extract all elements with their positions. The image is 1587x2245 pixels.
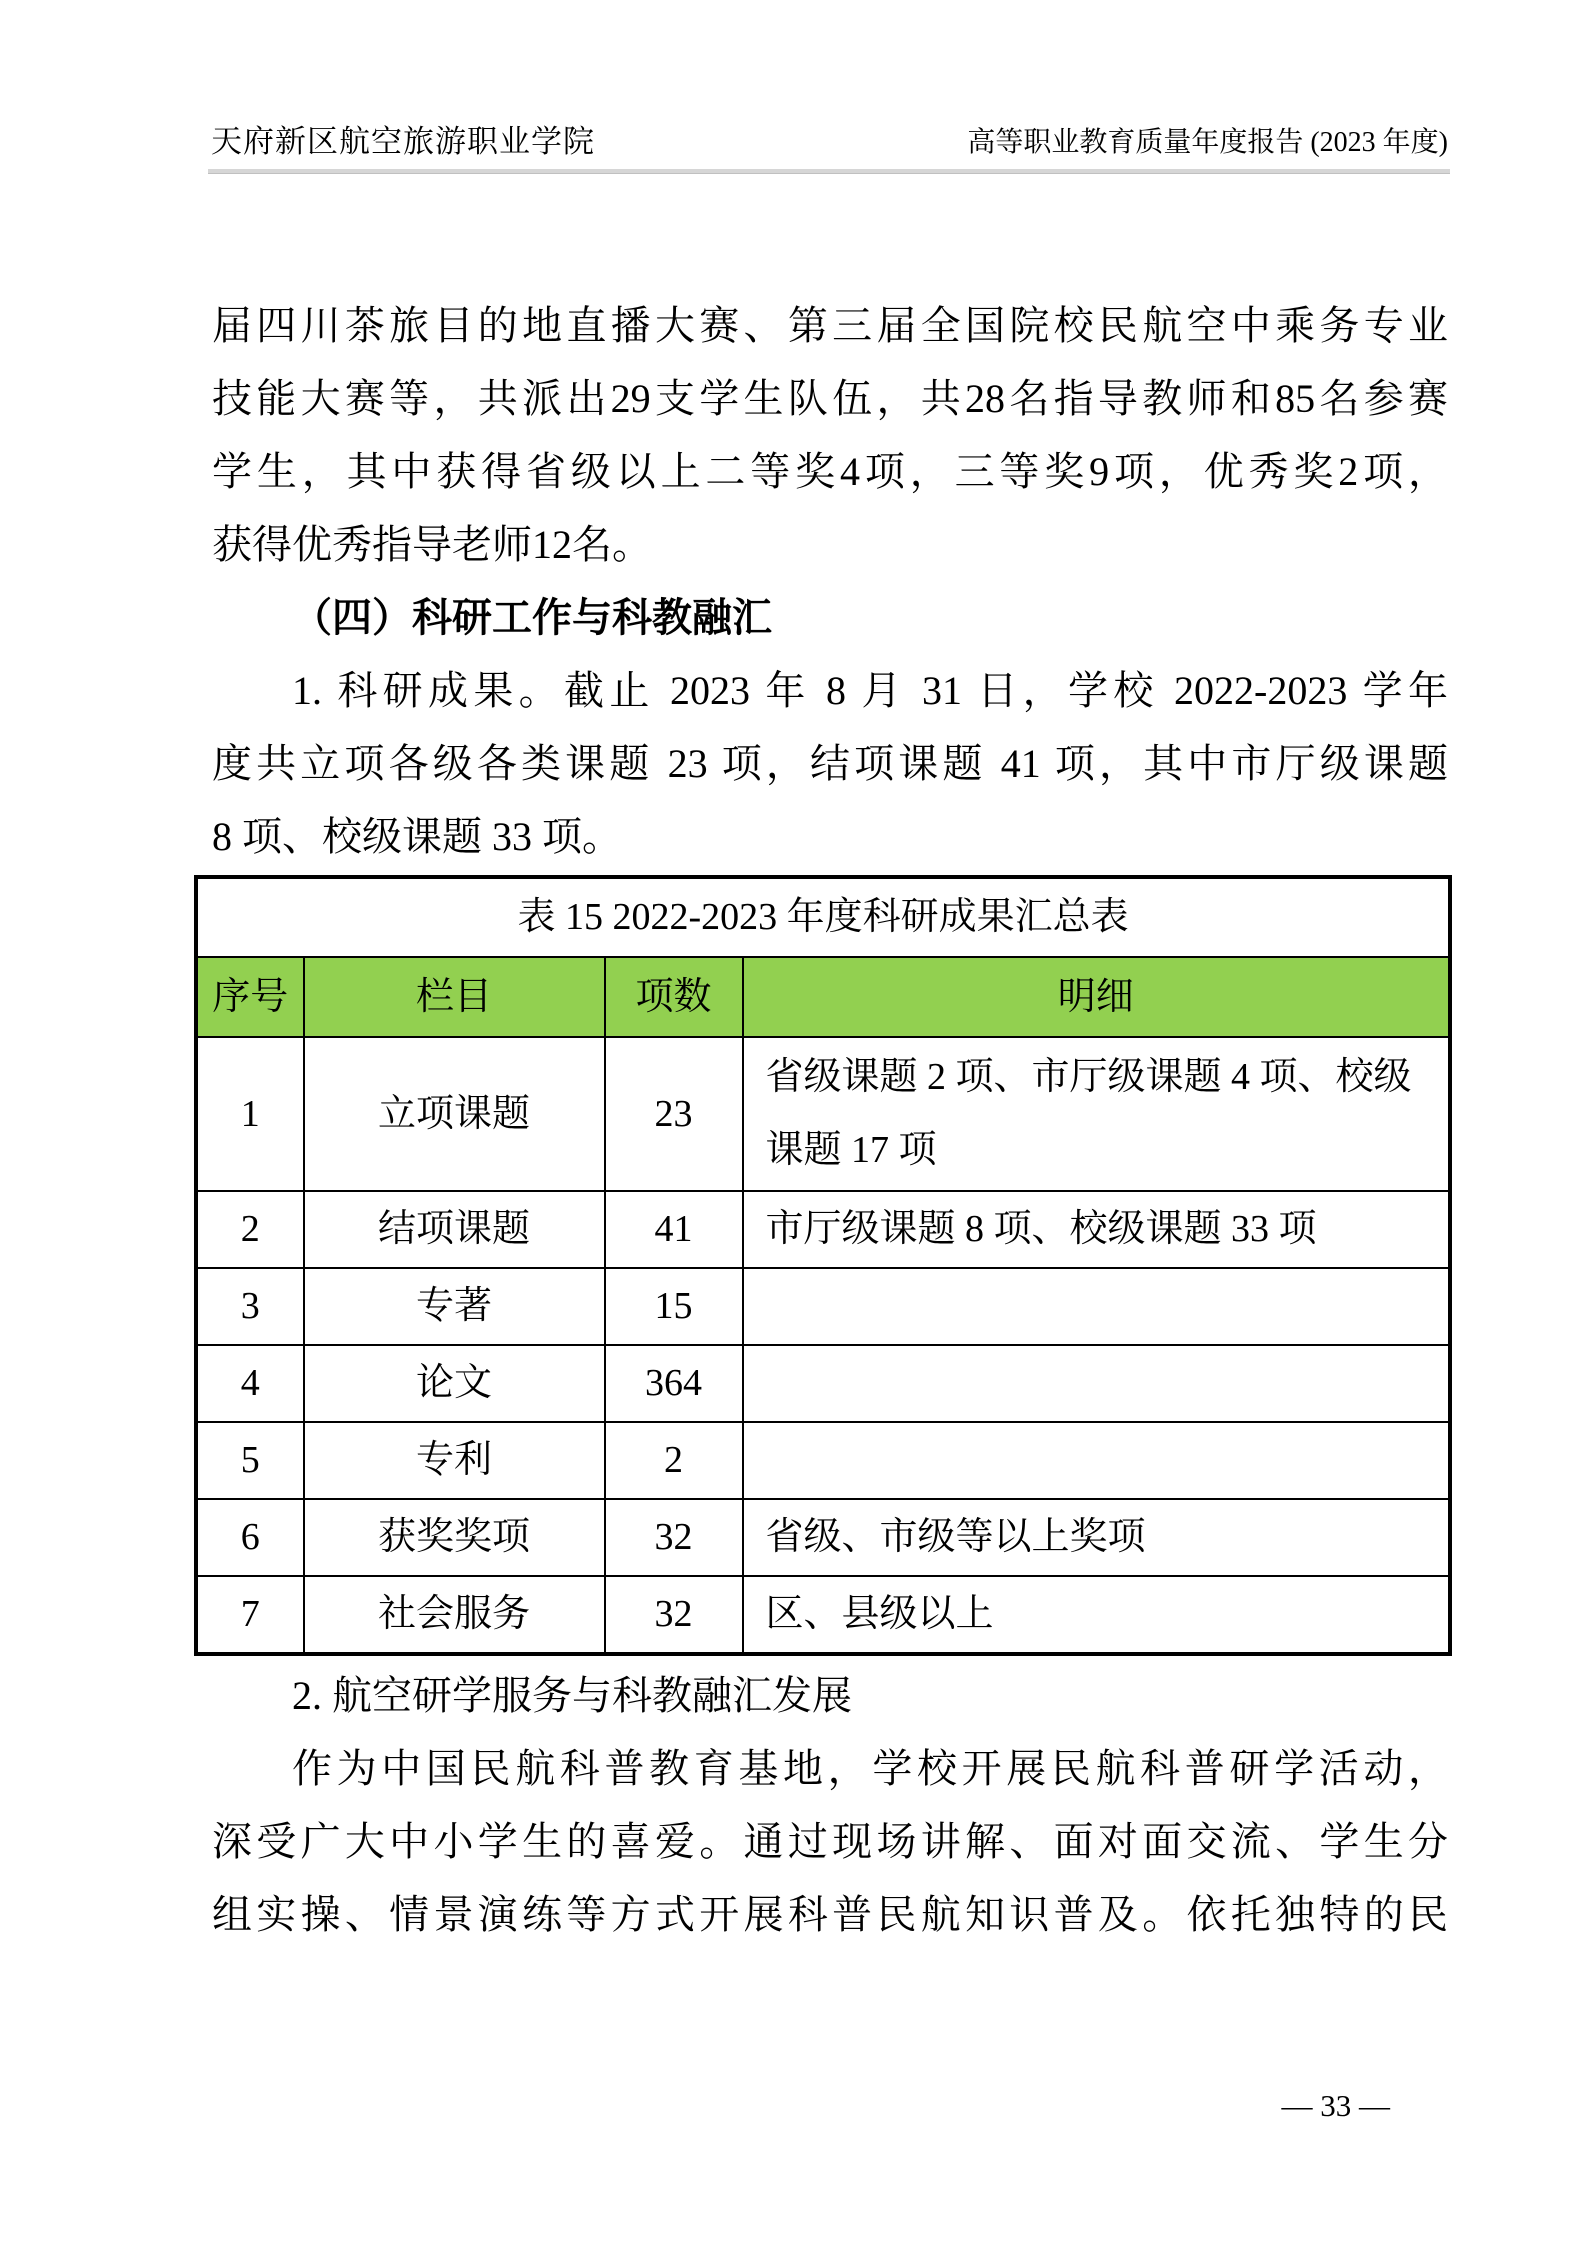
table-row xyxy=(197,1499,1450,1576)
cell-detail: 市厅级课题 8 项、校级课题 33 项 xyxy=(743,1191,1450,1268)
cell-item: 获奖奖项 xyxy=(304,1499,605,1576)
column-header-count: 项数 xyxy=(605,957,743,1037)
cell-detail xyxy=(743,1268,1450,1345)
cell-item: 立项课题 xyxy=(304,1037,605,1191)
table-caption-row xyxy=(197,878,1450,958)
cell-no: 2 xyxy=(197,1191,304,1268)
page-number: — 33 — xyxy=(1281,2088,1390,2123)
table-row xyxy=(197,1576,1450,1654)
paragraph-line: 作为中国民航科普教育基地，学校开展民航科普研学活动， xyxy=(292,1746,1448,1791)
body-text-top xyxy=(212,289,1448,873)
research-results-table xyxy=(195,876,1451,1655)
column-header-no: 序号 xyxy=(197,957,304,1037)
paragraph-line: 深受广大中小学生的喜爱。通过现场讲解、面对面交流、学生分 xyxy=(212,1819,1448,1864)
body-text-bottom xyxy=(212,1659,1448,1951)
paragraph-line: 8 项、校级课题 33 项。 xyxy=(212,814,622,859)
table-row xyxy=(197,1268,1450,1345)
header-school-name: 天府新区航空旅游职业学院 xyxy=(211,124,595,159)
cell-count: 364 xyxy=(605,1345,743,1422)
table-caption: 表 15 2022-2023 年度科研成果汇总表 xyxy=(197,878,1450,958)
column-header-item: 栏目 xyxy=(304,957,605,1037)
sub-heading: 2. 航空研学服务与科教融汇发展 xyxy=(292,1673,852,1718)
paragraph-line: 获得优秀指导老师12名。 xyxy=(212,522,652,567)
table-row xyxy=(197,1037,1450,1191)
paragraph-line: 学生，其中获得省级以上二等奖4项，三等奖9项，优秀奖2项， xyxy=(212,449,1448,494)
cell-count: 23 xyxy=(605,1037,743,1191)
table-row xyxy=(197,1422,1450,1499)
cell-detail: 省级、市级等以上奖项 xyxy=(743,1499,1450,1576)
cell-count: 2 xyxy=(605,1422,743,1499)
cell-detail xyxy=(743,1422,1450,1499)
cell-item: 专利 xyxy=(304,1422,605,1499)
cell-detail xyxy=(743,1345,1450,1422)
header-rule xyxy=(208,169,1450,174)
cell-item: 社会服务 xyxy=(304,1576,605,1654)
cell-item: 专著 xyxy=(304,1268,605,1345)
cell-count: 32 xyxy=(605,1576,743,1654)
paragraph-line: 届四川茶旅目的地直播大赛、第三届全国院校民航空中乘务专业 xyxy=(212,303,1448,348)
paragraph-line: 1. 科研成果。截止 2023 年 8 月 31 日，学校 2022-2023 学年 xyxy=(292,668,1448,713)
header-report-title: 高等职业教育质量年度报告 (2023 年度) xyxy=(967,127,1448,158)
table-header-row xyxy=(197,957,1450,1037)
cell-no: 5 xyxy=(197,1422,304,1499)
cell-item: 结项课题 xyxy=(304,1191,605,1268)
paragraph-line: 组实操、情景演练等方式开展科普民航知识普及。依托独特的民 xyxy=(212,1892,1448,1937)
cell-count: 15 xyxy=(605,1268,743,1345)
table-row xyxy=(197,1191,1450,1268)
table-row xyxy=(197,1345,1450,1422)
cell-detail: 省级课题 2 项、市厅级课题 4 项、校级课题 17 项 xyxy=(743,1037,1450,1191)
section-heading: （四）科研工作与科教融汇 xyxy=(292,595,772,640)
paragraph-line: 度共立项各级各类课题 23 项，结项课题 41 项，其中市厅级课题 xyxy=(212,741,1448,786)
cell-count: 41 xyxy=(605,1191,743,1268)
cell-no: 3 xyxy=(197,1268,304,1345)
cell-no: 6 xyxy=(197,1499,304,1576)
paragraph-line: 技能大赛等，共派出29支学生队伍，共28名指导教师和85名参赛 xyxy=(212,376,1448,421)
cell-no: 4 xyxy=(197,1345,304,1422)
cell-no: 7 xyxy=(197,1576,304,1654)
cell-count: 32 xyxy=(605,1499,743,1576)
cell-no: 1 xyxy=(197,1037,304,1191)
column-header-detail: 明细 xyxy=(743,957,1450,1037)
cell-item: 论文 xyxy=(304,1345,605,1422)
cell-detail: 区、县级以上 xyxy=(743,1576,1450,1654)
